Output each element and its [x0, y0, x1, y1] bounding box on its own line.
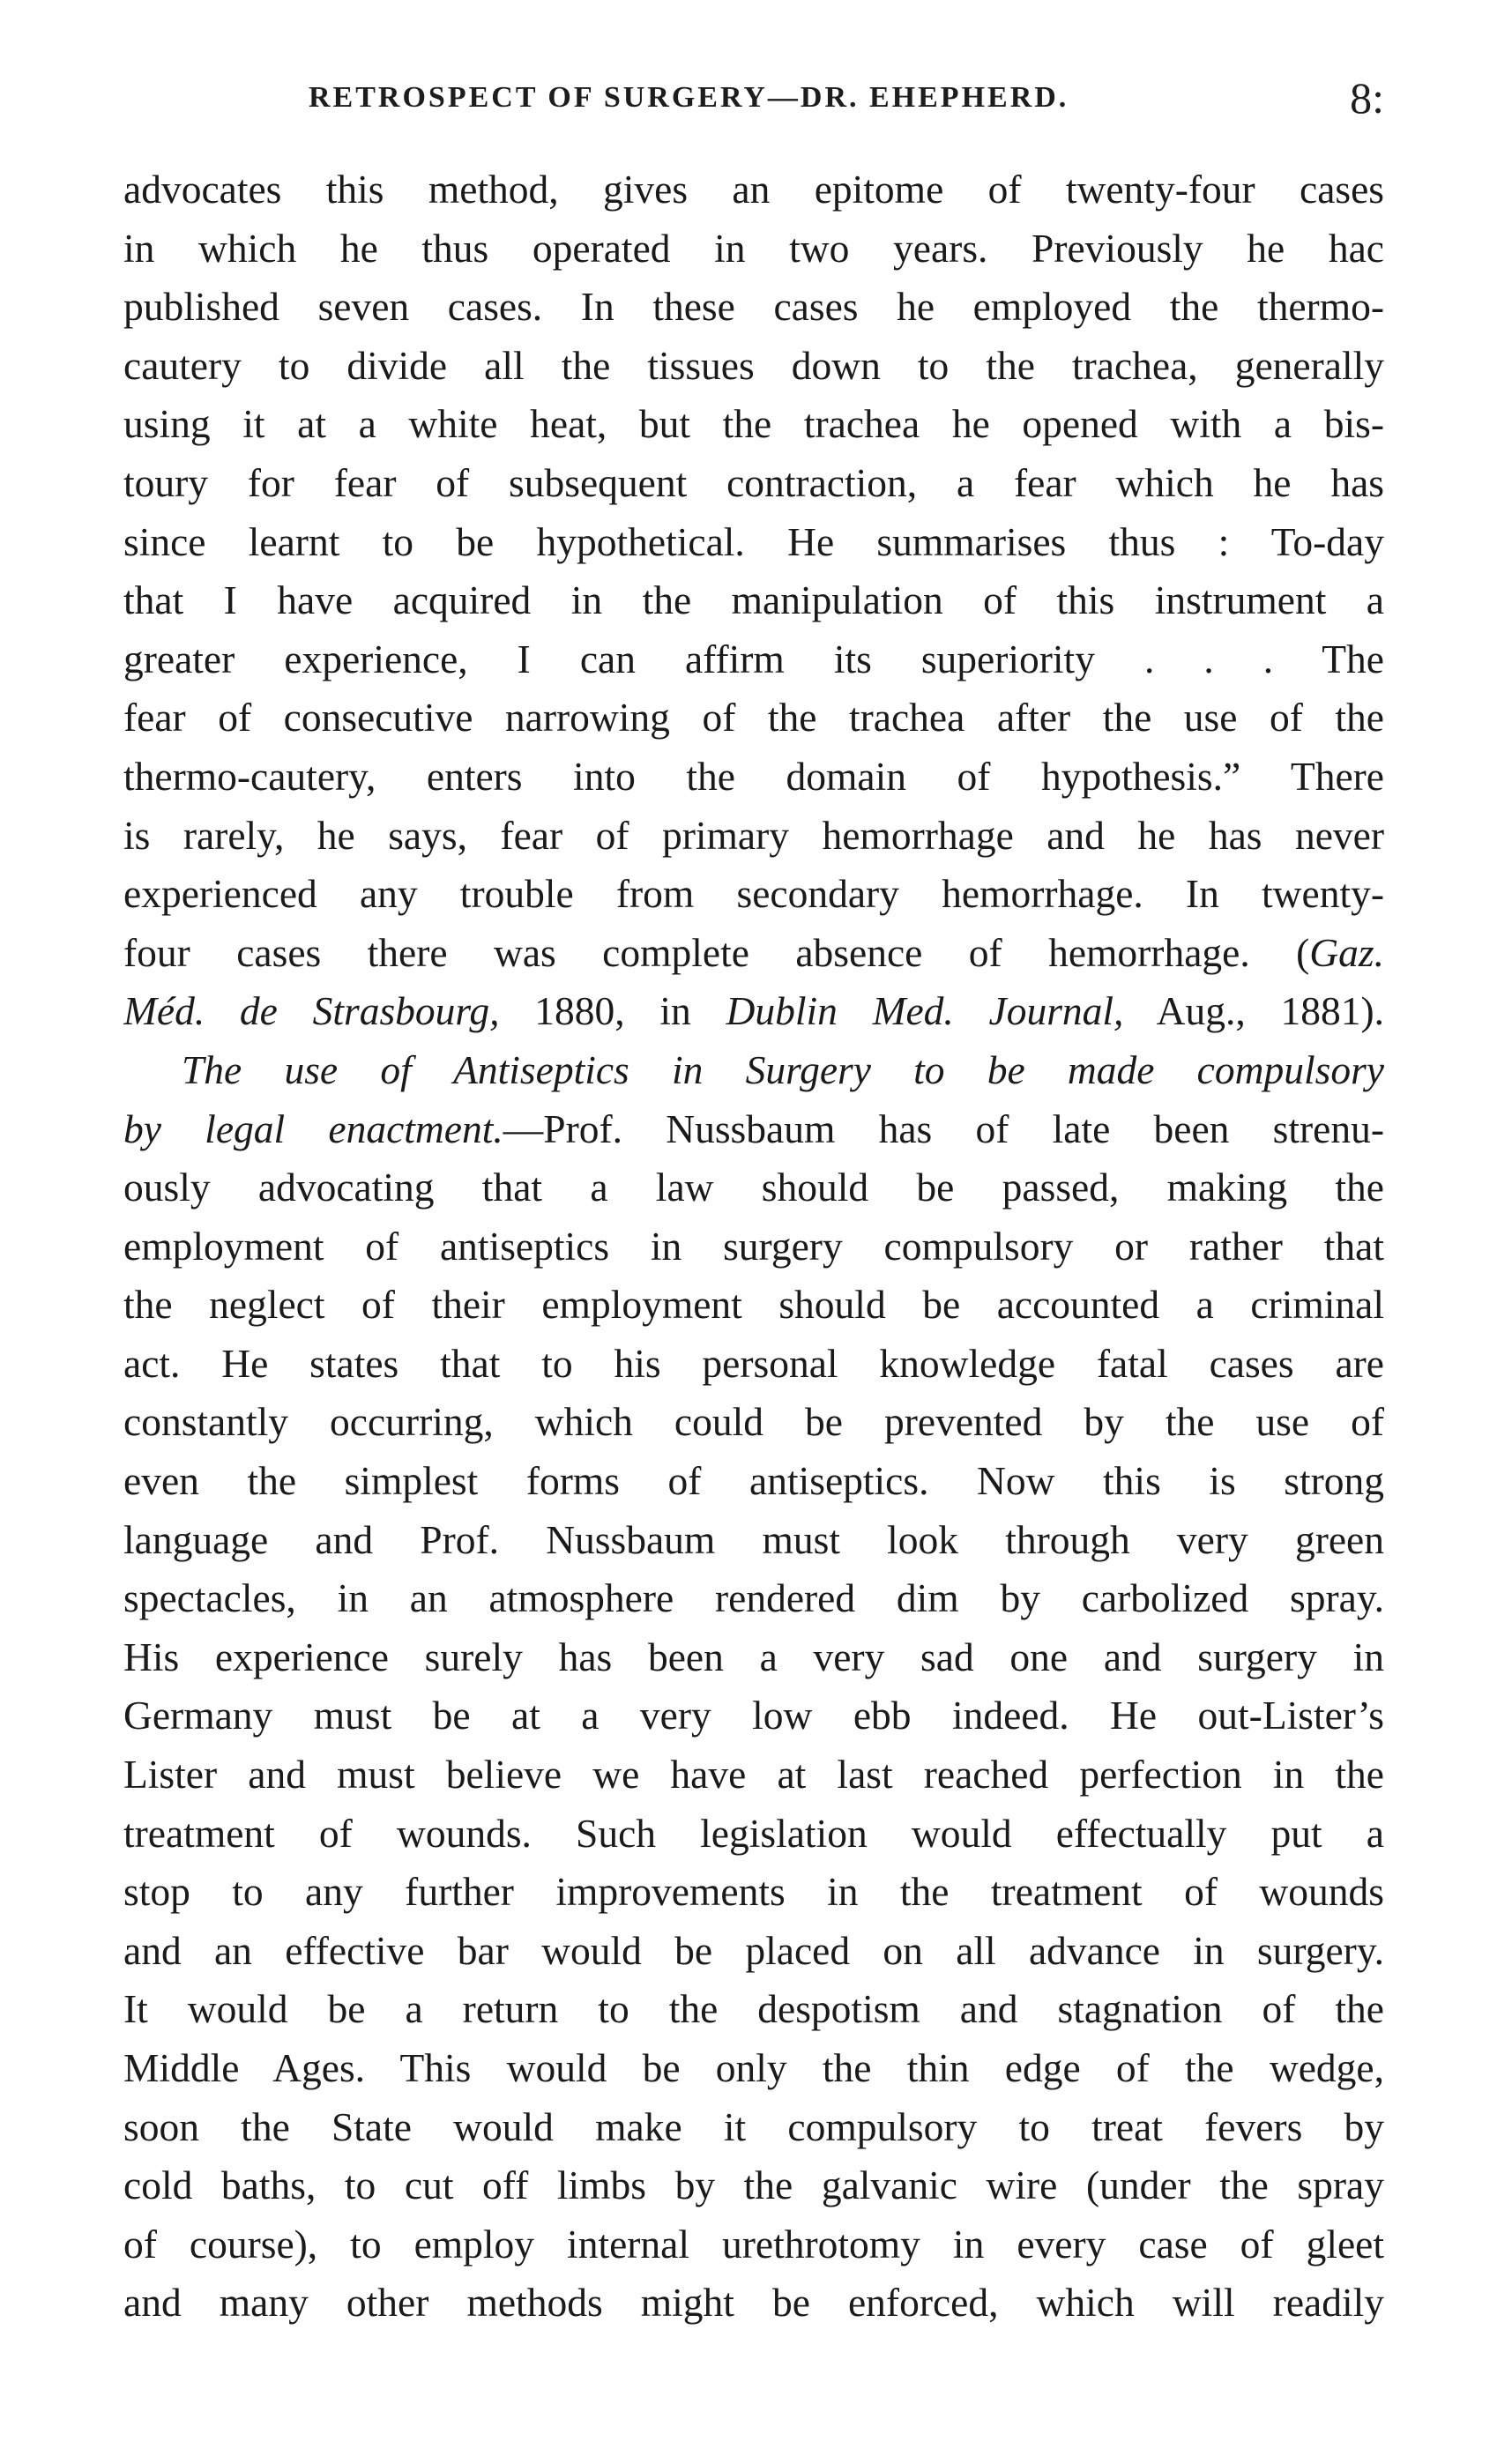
text-span: stop to any further improvements in the treatment of wounds — [123, 1869, 1384, 1915]
text-line — [123, 630, 1384, 689]
text-span: soon the State would make it compulsory to treat fevers by — [123, 2103, 1384, 2149]
text-line — [123, 689, 1384, 748]
text-span: advocates this method, gives an epitome of twenty-four cases — [123, 167, 1384, 212]
italic-text-span: Méd. de Strasbourg, — [123, 988, 500, 1034]
text-span: in which he thus operated in two years. Previously he hac — [123, 225, 1384, 271]
text-span: even the simplest forms of antiseptics. Now this is strong — [123, 1458, 1384, 1504]
text-span: act. He states that to his personal knowledge fatal cases are — [123, 1340, 1384, 1386]
text-line — [123, 1276, 1384, 1335]
text-span: is rarely, he says, fear of primary hemorrhage and he has never — [123, 812, 1384, 858]
text-span: 1880, in — [499, 988, 726, 1034]
running-head — [123, 73, 1384, 125]
text-span: treatment of wounds. Such legislation would effectually put a — [123, 1810, 1384, 1856]
text-span: and an effective bar would be placed on all advance in surgery. — [123, 1927, 1384, 1973]
running-head-title: RETROSPECT OF SURGERY—DR. EHEPHERD. — [309, 81, 1069, 114]
text-line — [123, 1100, 1384, 1159]
italic-text-span: by legal enactment. — [123, 1105, 503, 1151]
text-span: and many other methods might be enforced, which will readily — [123, 2280, 1384, 2326]
text-line — [123, 1393, 1384, 1452]
text-line — [123, 454, 1384, 513]
text-line — [123, 1569, 1384, 1628]
text-span: using it at a white heat, but the trachea he opened with a bis- — [123, 401, 1384, 447]
text-span: —Prof. Nussbaum has of late been strenu- — [503, 1105, 1384, 1151]
text-span: published seven cases. In these cases he employed the thermo- — [123, 284, 1384, 330]
text-span: Lister and must believe we have at last reached perfection in the — [123, 1752, 1384, 1798]
text-span: experienced any trouble from secondary hemorrhage. In twenty- — [123, 871, 1384, 917]
text-line — [123, 748, 1384, 807]
text-span: Aug., 1881). — [1123, 988, 1384, 1034]
text-span: cautery to divide all the tissues down to the trachea, generally — [123, 342, 1384, 388]
text-line — [123, 1805, 1384, 1864]
page-number: 8: — [1350, 73, 1384, 123]
text-line — [123, 337, 1384, 396]
text-span: the neglect of their employment should be accounted a criminal — [123, 1282, 1384, 1328]
text-line — [123, 1452, 1384, 1511]
text-line — [123, 1922, 1384, 1981]
text-span: constantly occurring, which could be prevented by the use of — [123, 1399, 1384, 1445]
text-span: Middle Ages. This would be only the thin edge of the wedge, — [123, 2045, 1384, 2090]
text-line — [123, 1511, 1384, 1570]
text-line — [123, 1158, 1384, 1217]
text-line — [123, 1686, 1384, 1746]
text-line — [123, 1980, 1384, 2039]
text-line — [123, 924, 1384, 983]
text-line — [123, 2215, 1384, 2274]
text-span: fear of consecutive narrowing of the trachea after the use of the — [123, 695, 1384, 741]
text-span: four cases there was complete absence of hemorrhage. ( — [123, 929, 1310, 975]
text-span: ously advocating that a law should be passed, making the — [123, 1165, 1384, 1210]
text-span: cold baths, to cut off limbs by the galvanic wire (under the spray — [123, 2163, 1384, 2208]
text-line — [123, 807, 1384, 866]
text-line — [123, 220, 1384, 279]
text-line — [123, 571, 1384, 630]
text-span: toury for fear of subsequent contraction, a fear which he has — [123, 459, 1384, 505]
text-line — [123, 2098, 1384, 2157]
italic-text-span: The use of Antiseptics in Surgery to be made compulsory — [182, 1046, 1384, 1092]
text-span: spectacles, in an atmosphere rendered dim by carbolized spray. — [123, 1575, 1384, 1621]
italic-text-span: Gaz. — [1309, 929, 1384, 975]
text-span: of course), to employ internal urethrotomy in every case of gleet — [123, 2221, 1384, 2267]
text-line — [123, 160, 1384, 220]
text-line — [123, 278, 1384, 337]
text-line — [123, 1041, 1384, 1100]
text-span: that I have acquired in the manipulation of this instrument a — [123, 577, 1384, 623]
text-line — [123, 2274, 1384, 2333]
text-line — [123, 1335, 1384, 1394]
text-span: Germany must be at a very low ebb indeed. He out-Lister’s — [123, 1693, 1384, 1738]
text-span: since learnt to be hypothetical. He summarises thus : To-day — [123, 518, 1384, 564]
text-line — [123, 1746, 1384, 1805]
text-line — [123, 2039, 1384, 2098]
body-text — [123, 160, 1384, 2333]
text-line — [123, 1863, 1384, 1922]
text-line — [123, 2156, 1384, 2215]
text-line — [123, 865, 1384, 924]
text-line — [123, 1628, 1384, 1687]
text-span: language and Prof. Nussbaum must look through very green — [123, 1516, 1384, 1562]
text-span: employment of antiseptics in surgery compulsory or rather that — [123, 1223, 1384, 1269]
text-span: greater experience, I can affirm its superiority . . . The — [123, 636, 1384, 681]
text-line — [123, 395, 1384, 454]
text-span: It would be a return to the despotism and stagnation of the — [123, 1986, 1384, 2032]
text-span: thermo-cautery, enters into the domain of hypothesis.” There — [123, 753, 1384, 799]
text-line — [123, 982, 1384, 1041]
text-line — [123, 1217, 1384, 1277]
text-line — [123, 513, 1384, 572]
italic-text-span: Dublin Med. Journal, — [726, 988, 1124, 1034]
text-span: His experience surely has been a very sad one and surgery in — [123, 1634, 1384, 1679]
